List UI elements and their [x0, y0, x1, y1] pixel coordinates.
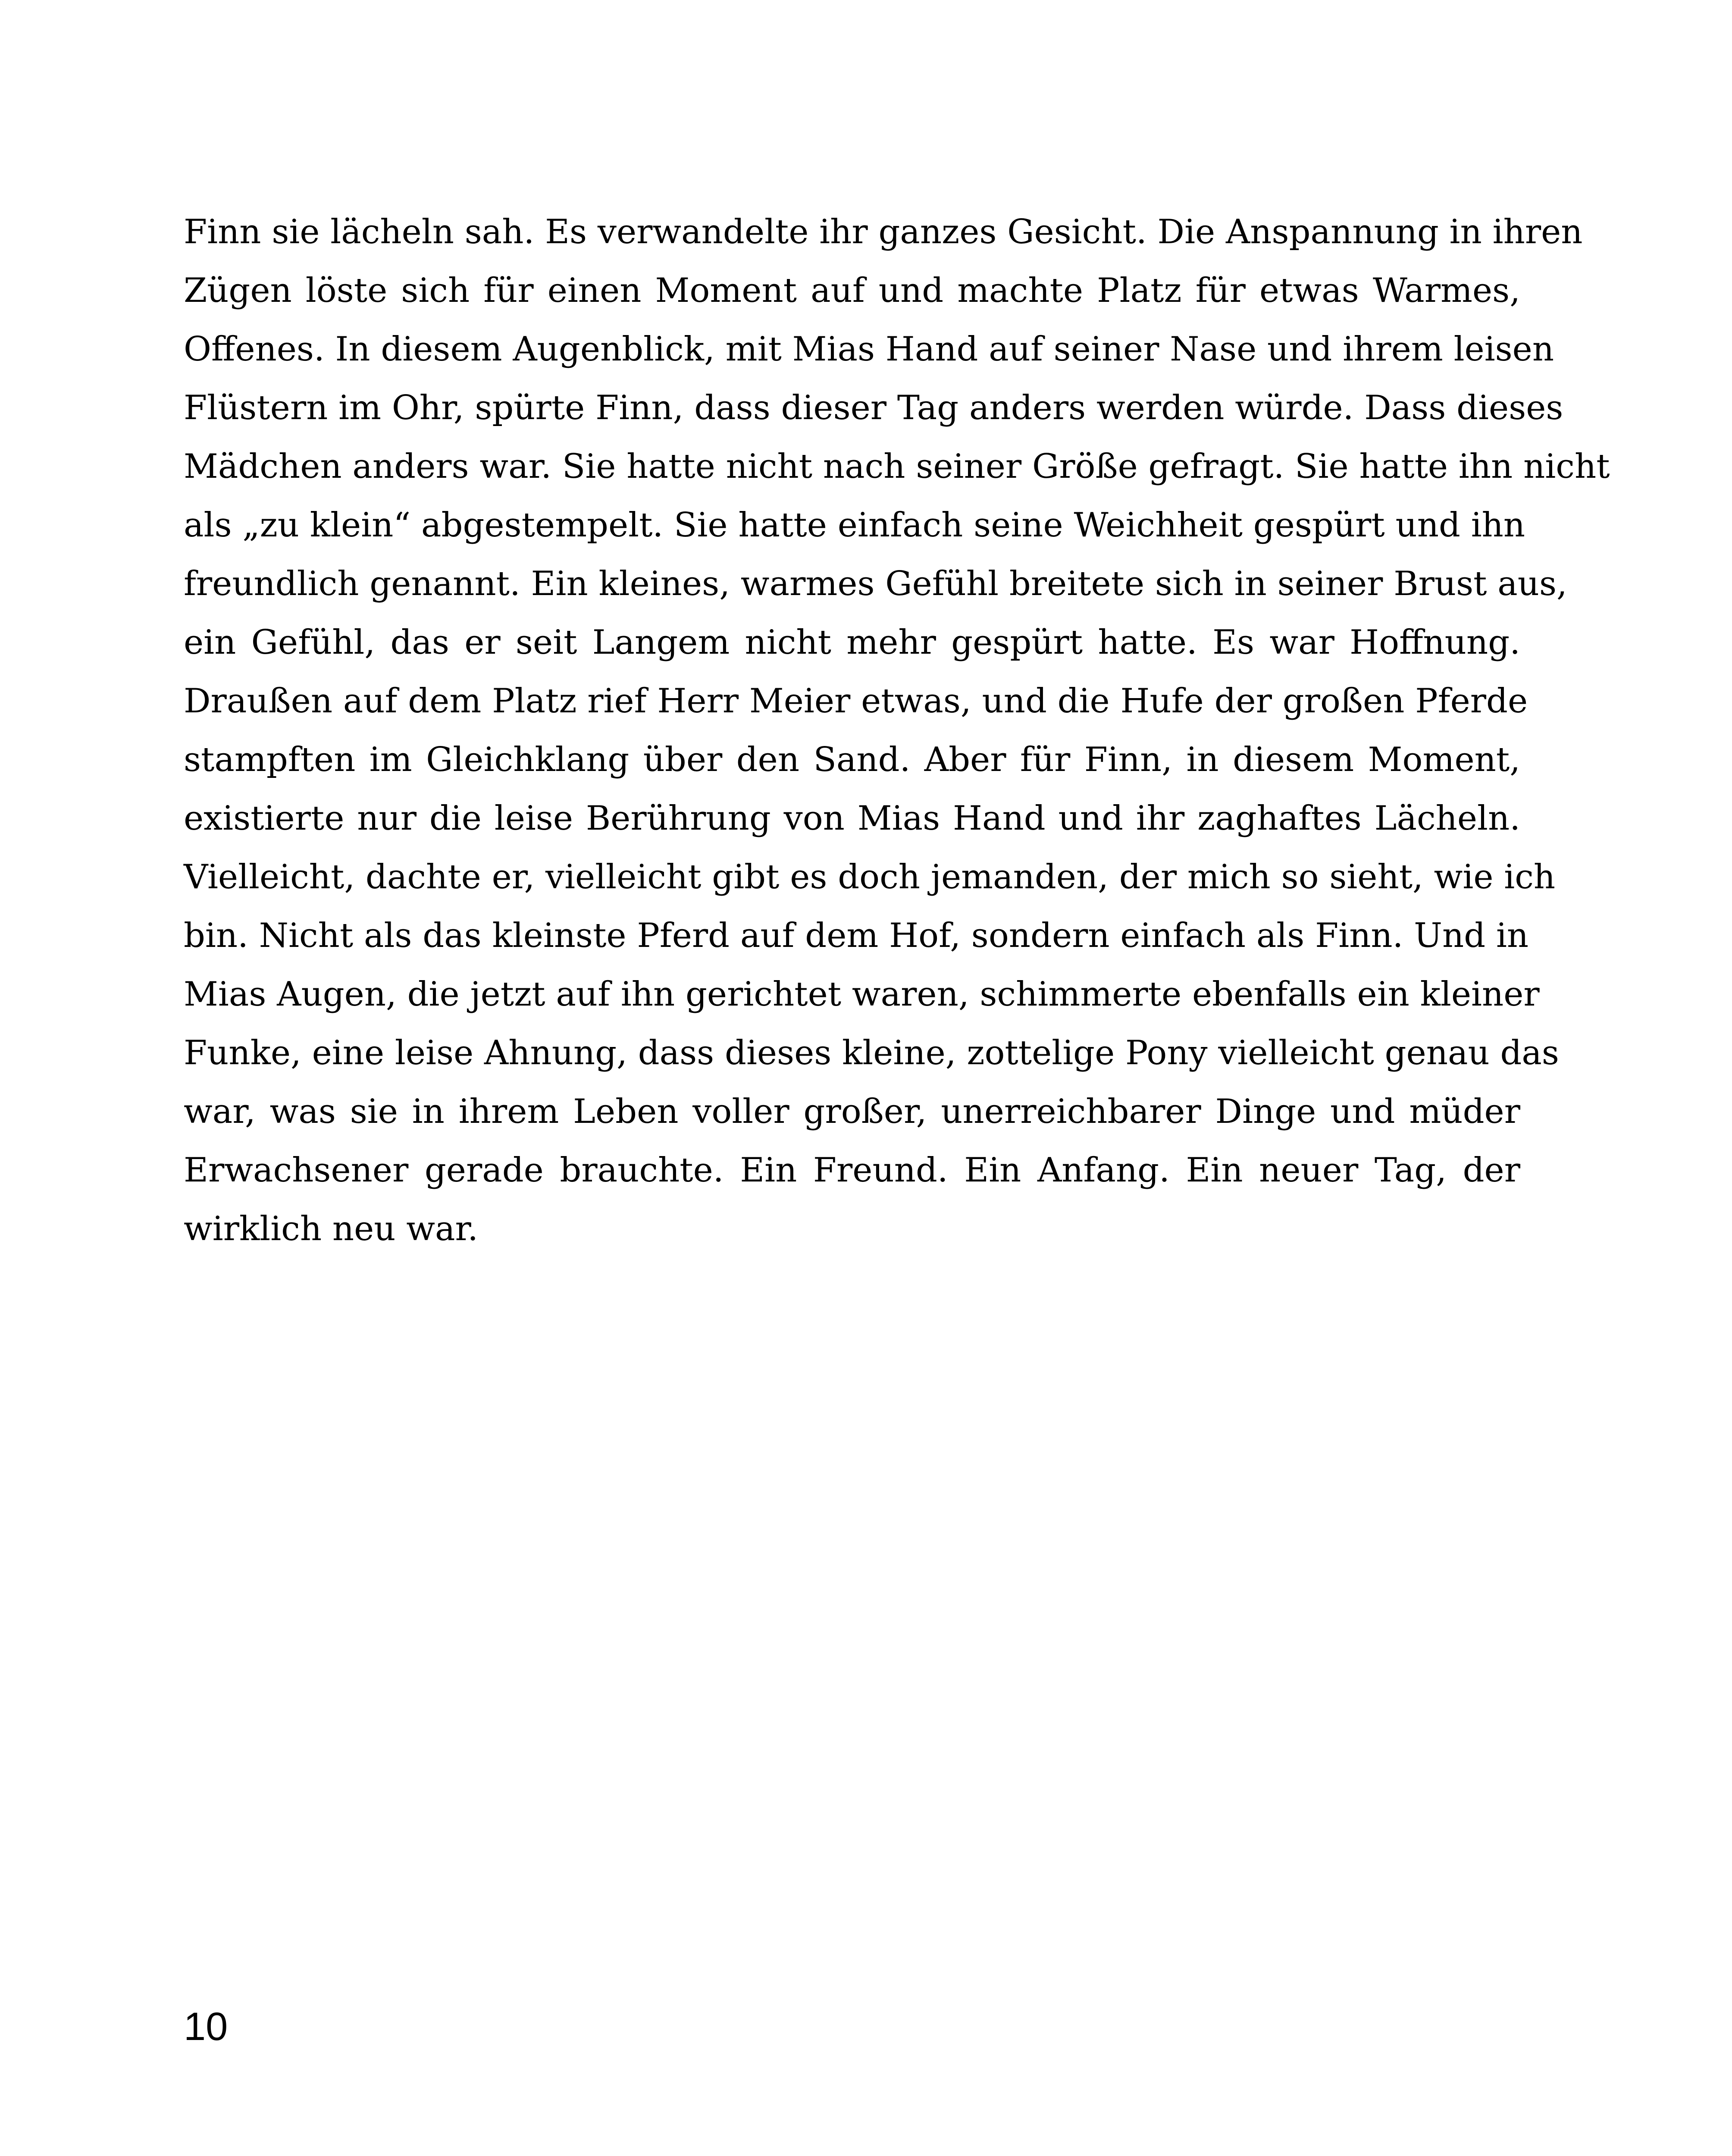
- text-line: Zügen löste sich für einen Moment auf und machte Platz für etwas Warmes,: [184, 271, 1520, 310]
- text-line: Draußen auf dem Platz rief Herr Meier etwas, und die Hufe der großen Pferde: [184, 682, 1528, 721]
- text-line: existierte nur die leise Berührung von Mias Hand und ihr zaghaftes Lächeln.: [184, 799, 1520, 838]
- text-line: Finn sie lächeln sah. Es verwandelte ihr ganzes Gesicht. Die Anspannung in ihren: [184, 213, 1583, 251]
- text-line: war, was sie in ihrem Leben voller großer, unerreichbarer Dinge und müder: [184, 1092, 1520, 1131]
- text-line: Mädchen anders war. Sie hatte nicht nach seiner Größe gefragt. Sie hatte ihn nicht: [184, 447, 1610, 486]
- text-line-last: wirklich neu war.: [184, 1210, 479, 1248]
- text-line: Flüstern im Ohr, spürte Finn, dass dieser Tag anders werden würde. Dass dieses: [184, 389, 1563, 427]
- text-line: bin. Nicht als das kleinste Pferd auf dem Hof, sondern einfach als Finn. Und in: [184, 916, 1529, 955]
- text-line: Offenes. In diesem Augenblick, mit Mias Hand auf seiner Nase und ihrem leisen: [184, 330, 1554, 369]
- text-line: als „zu klein“ abgestempelt. Sie hatte einfach seine Weichheit gespürt und ihn: [184, 506, 1525, 545]
- text-line: ein Gefühl, das er seit Langem nicht mehr gespürt hatte. Es war Hoffnung.: [184, 623, 1520, 662]
- text-line: stampften im Gleichklang über den Sand. Aber für Finn, in diesem Moment,: [184, 740, 1520, 779]
- page-number: 10: [184, 2005, 228, 2049]
- text-line: freundlich genannt. Ein kleines, warmes Gefühl breitete sich in seiner Brust aus,: [184, 564, 1567, 603]
- text-line: Vielleicht, dachte er, vielleicht gibt es doch jemanden, der mich so sieht, wie ich: [184, 858, 1556, 896]
- body-paragraph: [184, 203, 1610, 1258]
- text-line: Erwachsener gerade brauchte. Ein Freund. Ein Anfang. Ein neuer Tag, der: [184, 1151, 1520, 1190]
- text-line: Mias Augen, die jetzt auf ihn gerichtet waren, schimmerte ebenfalls ein kleiner: [184, 975, 1540, 1014]
- text-line: Funke, eine leise Ahnung, dass dieses kleine, zottelige Pony vielleicht genau das: [184, 1034, 1559, 1072]
